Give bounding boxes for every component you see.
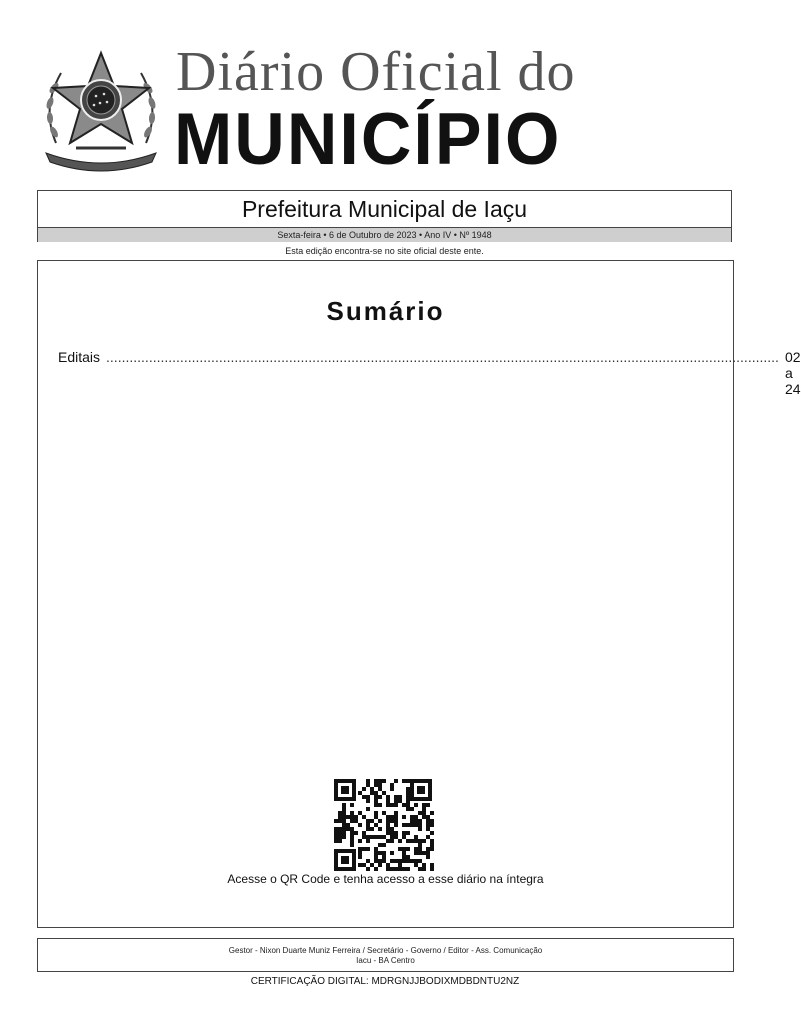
header-box — [37, 190, 732, 242]
footer-address-line: Iacu - BA Centro — [356, 956, 415, 965]
page-title: Prefeitura Municipal de Iaçu — [241, 196, 528, 222]
masthead-title-line2: MUNICÍPIO — [174, 97, 562, 180]
edition-date-line: Sexta-feira • 6 de Outubro de 2023 • Ano IV • Nº 1948 — [38, 227, 731, 242]
footer-box — [37, 938, 734, 972]
toc-leader-dots: ............................................................................................................................................................................. — [106, 349, 779, 365]
edition-note: Esta edição encontra-se no site oficial deste ente. — [285, 246, 484, 256]
summary-box — [37, 260, 801, 928]
qr-code-icon[interactable] — [334, 779, 432, 871]
coat-of-arms-icon — [36, 48, 166, 173]
toc-entry[interactable] — [58, 349, 801, 397]
digital-certification: CERTIFICAÇÃO DIGITAL: MDRGNJJBODIXMDBDNTU2NZ — [250, 976, 520, 987]
qr-caption: Acesse o QR Code e tenha acesso a esse diário na íntegra — [227, 872, 544, 886]
summary-title: Sumário — [326, 296, 445, 326]
masthead — [36, 40, 726, 180]
masthead-title-line1: Diário Oficial do — [176, 41, 576, 103]
footer-staff-line: Gestor - Nixon Duarte Muniz Ferreira / Secretário - Governo / Editor - Ass. Comunicação — [228, 946, 543, 955]
toc-entry-pages: 02 a 24 — [784, 349, 801, 397]
toc-entry-label: Editais — [58, 349, 101, 365]
